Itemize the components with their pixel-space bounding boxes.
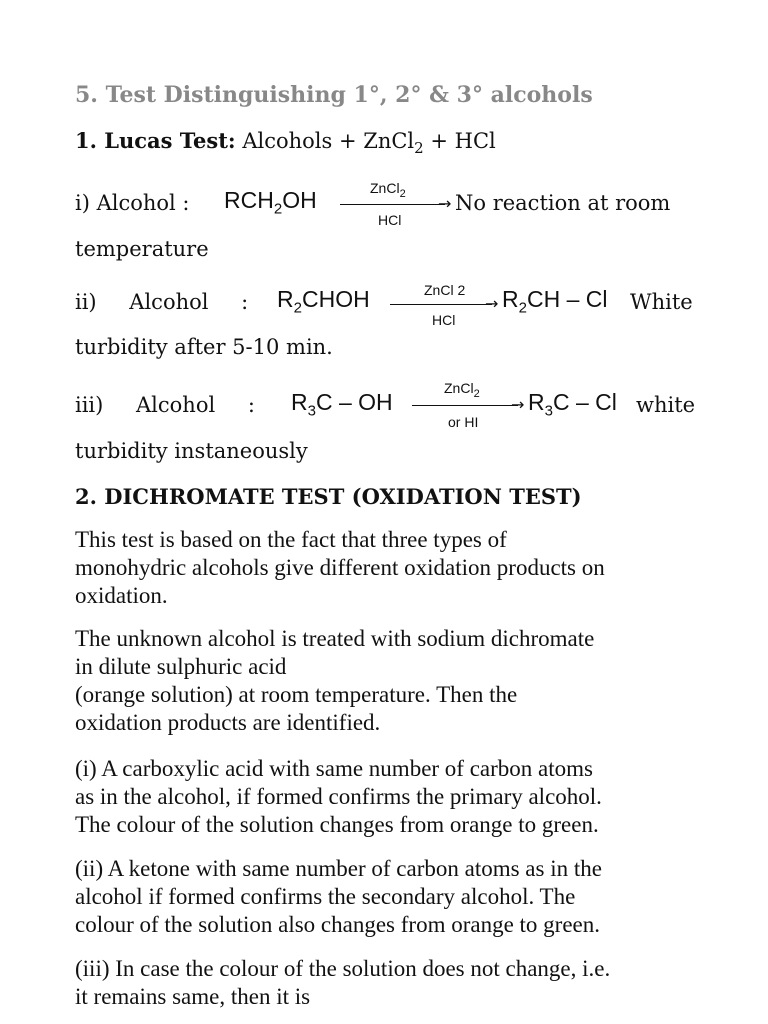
reaction-product: No reaction at room	[455, 191, 671, 215]
arrow-top-condition: ZnCl$_2$	[444, 380, 480, 400]
section-heading: 5. Test Distinguishing 1°, 2° & 3° alcohols	[75, 82, 593, 108]
paragraph-line: it remains same, then it is	[75, 984, 311, 1009]
paragraph	[75, 955, 695, 1011]
paragraph-line: (iii) In case the colour of the solution does not change, i.e.	[75, 956, 611, 981]
reaction-arrow: ZnCl$_2$ → or HI	[412, 380, 528, 432]
arrow-top-condition: ZnCl 2	[424, 282, 466, 298]
reaction-prefix: ii) Alcohol :	[75, 290, 249, 314]
reaction-prefix: i) Alcohol :	[75, 191, 190, 215]
paragraph	[75, 625, 695, 737]
reaction-arrow: ZnCl 2 → HCl	[390, 280, 502, 330]
reactant-formula: $R_3C$ – OH	[291, 389, 393, 420]
paragraph-line: alcohol if formed confirms the secondary alcohol. The	[75, 884, 576, 909]
paragraph-line: as in the alcohol, if formed confirms the primary alcohol.	[75, 784, 602, 809]
paragraph-line: This test is based on the fact that three types of	[75, 527, 507, 552]
arrow-bottom-condition: HCl	[432, 312, 456, 328]
reaction-continuation: turbidity after 5-10 min.	[75, 335, 333, 359]
arrow-top-condition: ZnCl$_2$	[370, 180, 406, 200]
paragraph-line: colour of the solution also changes from orange to green.	[75, 912, 601, 937]
arrow-bottom-condition: or HI	[448, 414, 479, 430]
paragraph	[75, 526, 695, 610]
paragraph-line: oxidation.	[75, 583, 168, 608]
lucas-reagents: Alcohols + ZnCl$_2$ + HCl	[242, 129, 496, 158]
product-formula: $R_2CH$ – Cl	[502, 286, 608, 317]
paragraph	[75, 855, 695, 939]
product-formula: $R_3C$ – Cl	[528, 389, 617, 420]
paragraph-line: The unknown alcohol is treated with sodium dichromate	[75, 626, 595, 651]
paragraph-line: (i) A carboxylic acid with same number of carbon atoms	[75, 756, 593, 781]
product-text: white	[636, 393, 696, 417]
reaction-continuation: temperature	[75, 237, 209, 261]
lucas-test-label: 1. Lucas Test:	[75, 128, 236, 153]
reactant-formula: $RCH_2OH$	[224, 187, 317, 218]
paragraph-line: (ii) A ketone with same number of carbon atoms as in the	[75, 856, 602, 881]
lucas-test-line	[75, 128, 496, 157]
paragraph-line: in dilute sulphuric acid	[75, 654, 287, 679]
product-text: White	[630, 290, 693, 314]
arrow-bottom-condition: HCl	[378, 212, 402, 228]
dichromate-heading: 2. DICHROMATE TEST (OXIDATION TEST)	[75, 484, 582, 509]
paragraph-line: monohydric alcohols give different oxidation products on	[75, 555, 605, 580]
paragraph-line: The colour of the solution changes from orange to green.	[75, 812, 599, 837]
reaction-arrow: ZnCl$_2$ → HCl	[340, 180, 455, 230]
reactant-formula: $R_2CHOH$	[277, 286, 370, 317]
paragraph-line: (orange solution) at room temperature. Then the	[75, 682, 518, 707]
paragraph-line: oxidation products are identified.	[75, 710, 381, 735]
reaction-continuation: turbidity instaneously	[75, 439, 308, 463]
paragraph	[75, 755, 695, 839]
reaction-prefix: iii) Alcohol :	[75, 393, 255, 417]
